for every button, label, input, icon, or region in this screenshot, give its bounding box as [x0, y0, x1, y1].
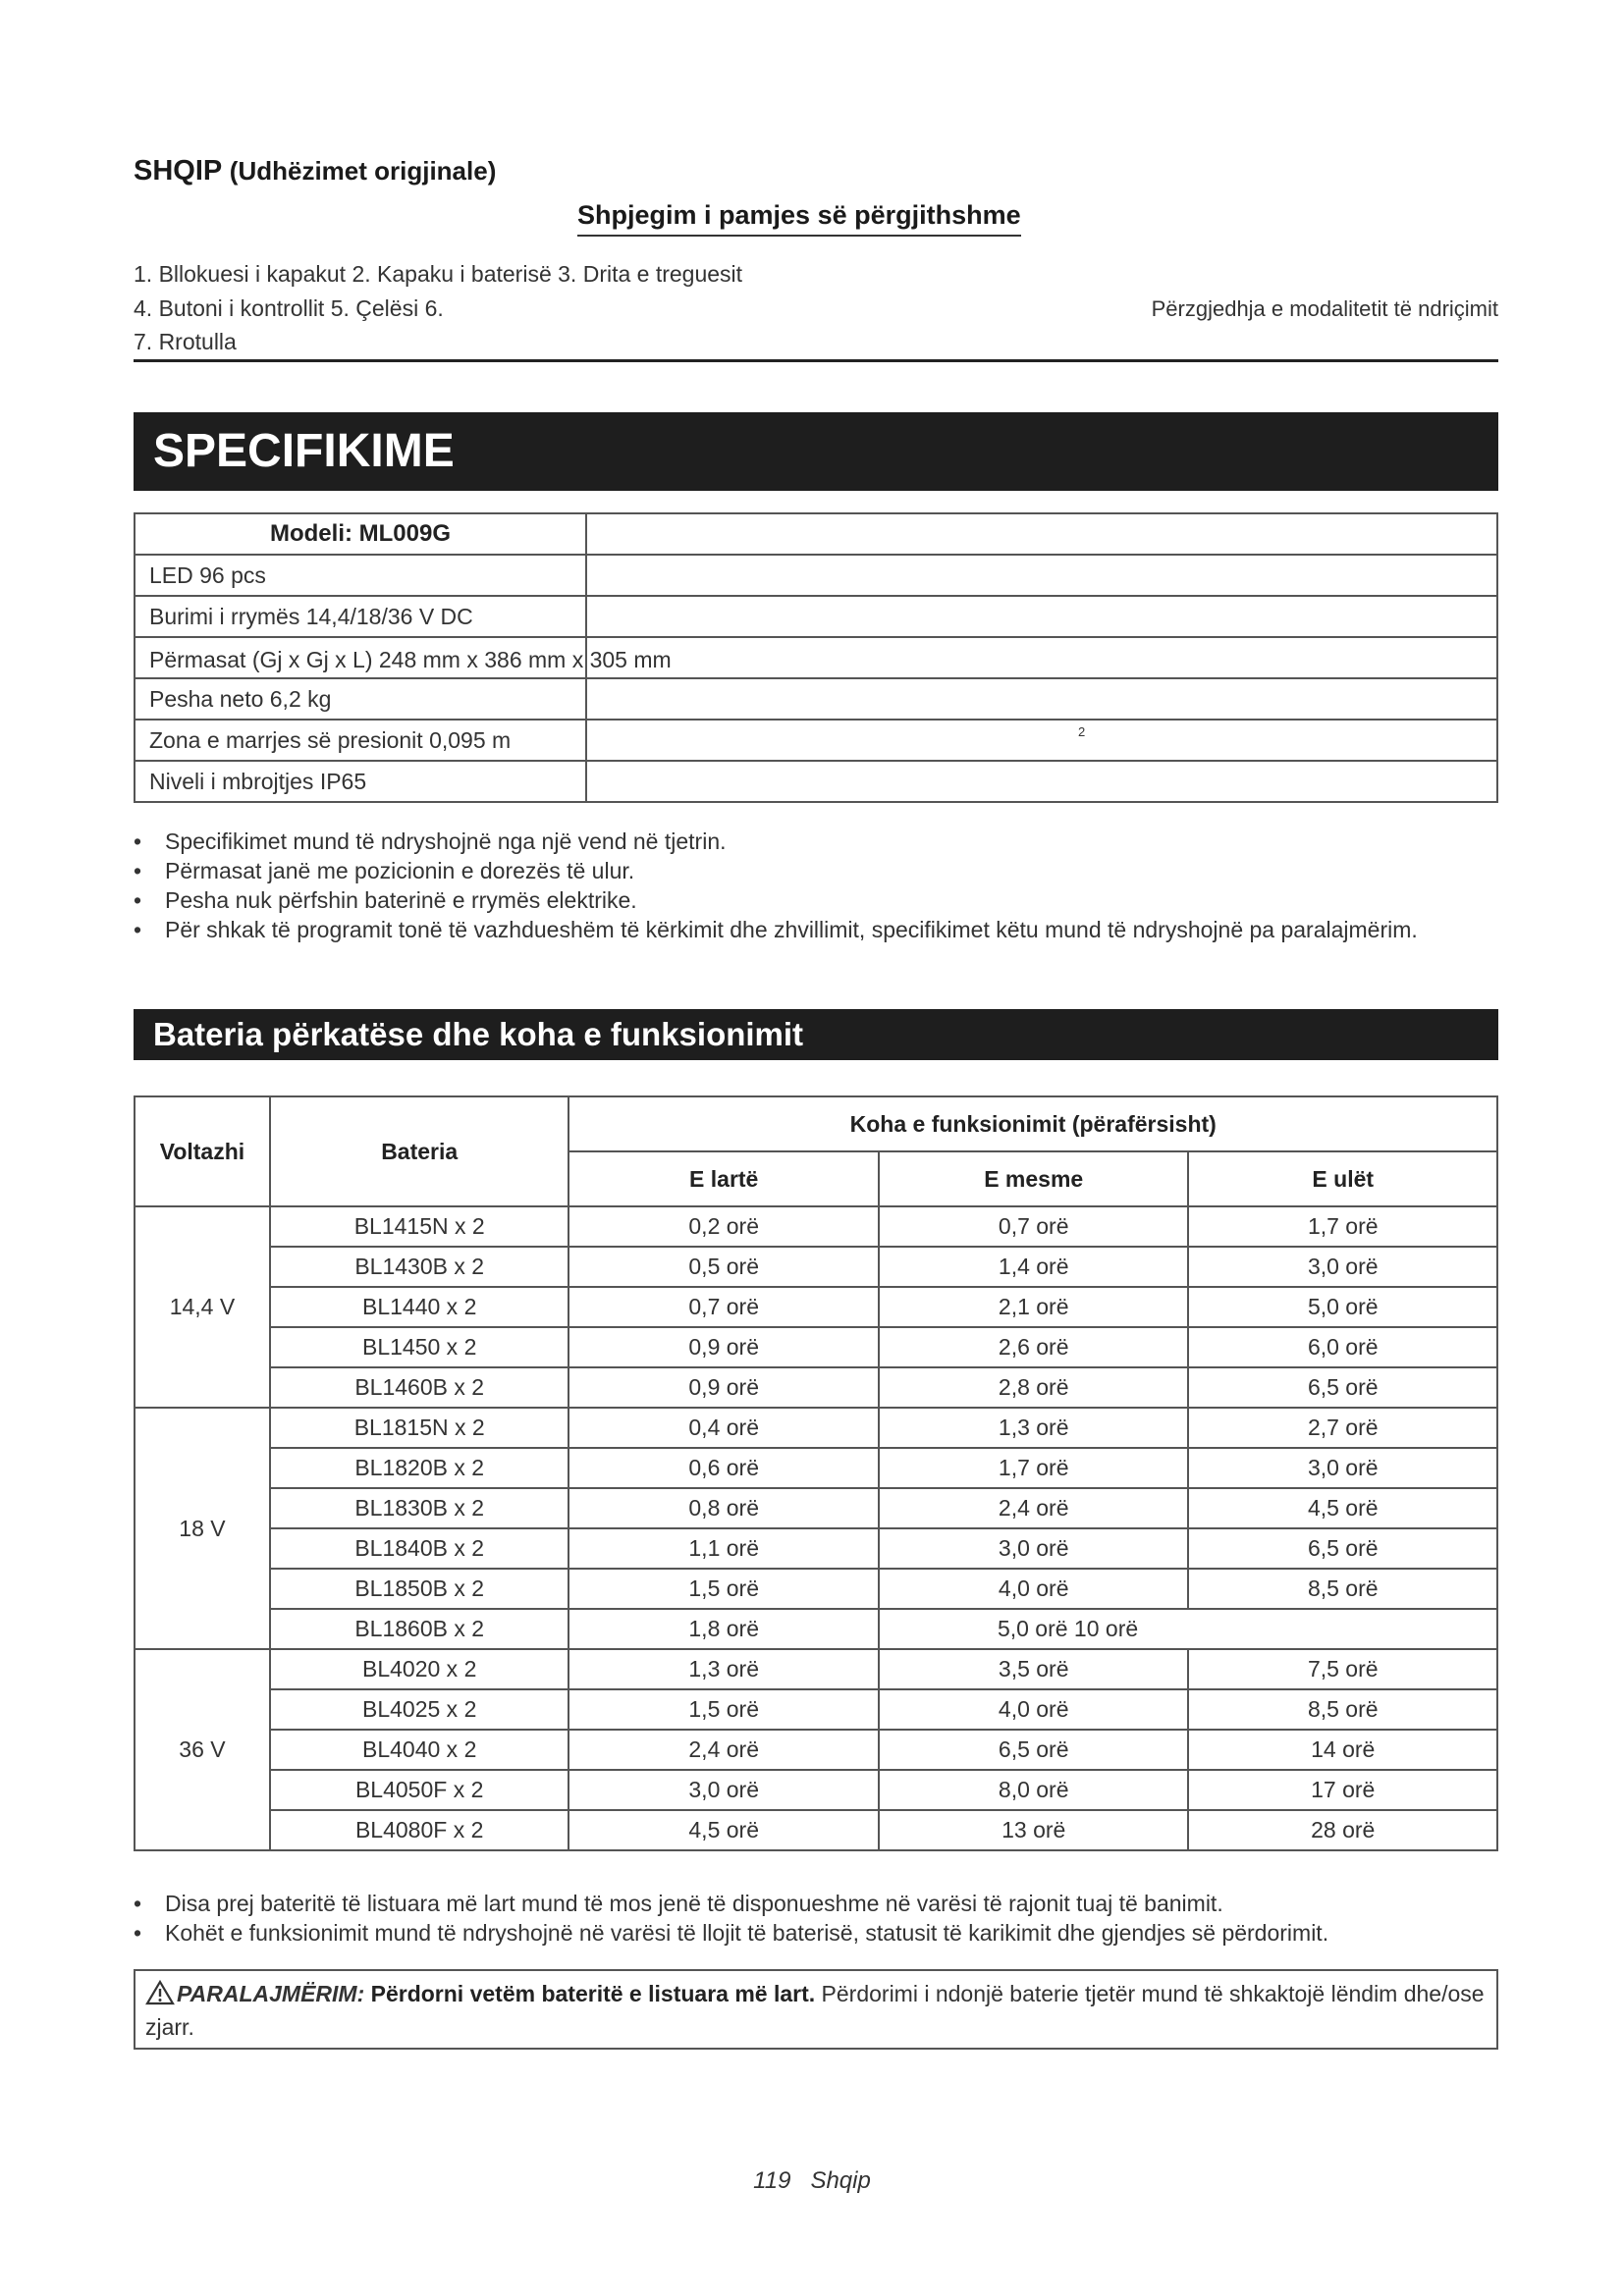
warning-box: [134, 1969, 1498, 2050]
medium-cell: 2,4 orë: [879, 1488, 1189, 1528]
voltage-cell: 36 V: [135, 1649, 270, 1850]
header-voltage: Voltazhi: [135, 1096, 270, 1206]
high-cell: 1,5 orë: [568, 1689, 878, 1730]
battery-cell: BL1820B x 2: [270, 1448, 569, 1488]
low-cell: 6,5 orë: [1188, 1367, 1497, 1408]
low-cell: 2,7 orë: [1188, 1408, 1497, 1448]
spec-row: [135, 761, 1497, 802]
spec-cell-empty: [586, 596, 1497, 637]
battery-cell: BL1430B x 2: [270, 1247, 569, 1287]
spec-cell-empty: [586, 513, 1497, 555]
battery-table: [134, 1095, 1498, 1851]
battery-cell: BL1440 x 2: [270, 1287, 569, 1327]
high-cell: 1,1 orë: [568, 1528, 878, 1569]
battery-note: • Kohët e funksionimit mund të ndryshojnë në varësi të llojit të baterisë, statusit të karikimit dhe gjendjes së përdorimit.: [134, 1918, 1498, 1948]
warning-label: PARALAJMËRIM:: [177, 1981, 365, 2006]
spec-protection: Niveli i mbrojtjes IP65: [135, 761, 586, 802]
medium-cell: 13 orë: [879, 1810, 1189, 1850]
battery-notes: [134, 1889, 1498, 1948]
header-battery: Bateria: [270, 1096, 569, 1206]
table-row: [135, 1247, 1497, 1287]
medium-cell: 0,7 orë: [879, 1206, 1189, 1247]
voltage-cell: 14,4 V: [135, 1206, 270, 1408]
medium-cell: 3,0 orë: [879, 1528, 1189, 1569]
table-row: [135, 1206, 1497, 1247]
table-row: [135, 1770, 1497, 1810]
spec-row: [135, 678, 1497, 720]
spec-section-title: SPECIFIKIME: [134, 412, 1498, 491]
low-cell: 14 orë: [1188, 1730, 1497, 1770]
legend-line-1: 1. Bllokuesi i kapakut 2. Kapaku i baterisë 3. Drita e treguesit: [134, 261, 743, 287]
high-cell: 3,0 orë: [568, 1770, 878, 1810]
high-cell: 0,9 orë: [568, 1367, 878, 1408]
table-row: [135, 1730, 1497, 1770]
medium-cell: 1,7 orë: [879, 1448, 1189, 1488]
table-row: [135, 1488, 1497, 1528]
spec-dimensions: [135, 637, 672, 678]
battery-cell: BL1450 x 2: [270, 1327, 569, 1367]
spec-note: • Për shkak të programit tonë të vazhdueshëm të kërkimit dhe zhvillimit, specifikimet këtu mund të ndryshojnë pa paralajmërim.: [134, 915, 1498, 944]
table-row: [135, 1689, 1497, 1730]
table-row: [135, 1408, 1497, 1448]
spec-led: LED 96 pcs: [135, 555, 586, 596]
table-row: [135, 1448, 1497, 1488]
medium-cell: 1,3 orë: [879, 1408, 1189, 1448]
medium-cell: 4,0 orë: [879, 1689, 1189, 1730]
medium-cell: 1,4 orë: [879, 1247, 1189, 1287]
legend-line-2: 4. Butoni i kontrollit 5. Çelësi 6.: [134, 295, 444, 321]
table-row: [135, 1528, 1497, 1569]
battery-cell: BL1815N x 2: [270, 1408, 569, 1448]
table-row: [135, 1287, 1497, 1327]
low-cell: 6,5 orë: [1188, 1528, 1497, 1569]
spec-pressure-area: Zona e marrjes së presionit 0,095 m: [135, 720, 586, 761]
section-subtitle: Shpjegim i pamjes së përgjithshme: [577, 200, 1021, 237]
table-row: [135, 1569, 1497, 1609]
low-cell: 4,5 orë: [1188, 1488, 1497, 1528]
table-row: [135, 1810, 1497, 1850]
language-title: [134, 155, 496, 187]
spec-cell-empty: [586, 761, 1497, 802]
spec-cell-empty: [586, 637, 1497, 678]
low-cell: 6,0 orë: [1188, 1327, 1497, 1367]
medium-cell: 2,1 orë: [879, 1287, 1189, 1327]
medium-cell: 2,6 orë: [879, 1327, 1189, 1367]
spec-dimensions-text: Përmasat (Gj x Gj x L) 248 mm x 386 mm x 305 mm: [149, 647, 672, 672]
table-row: [135, 1367, 1497, 1408]
table-header-row: [135, 1096, 1497, 1151]
table-row: [135, 1327, 1497, 1367]
table-row: [135, 1649, 1497, 1689]
spec-table: [134, 512, 1498, 803]
header-low: E ulët: [1188, 1151, 1497, 1206]
battery-cell: BL4050F x 2: [270, 1770, 569, 1810]
legend-line-2-right: Përzgjedhja e modalitetit të ndriçimit: [1151, 296, 1498, 321]
spec-row: [135, 596, 1497, 637]
language-name: SHQIP: [134, 155, 222, 187]
low-cell: 7,5 orë: [1188, 1649, 1497, 1689]
battery-cell: BL1860B x 2: [270, 1609, 569, 1649]
medium-cell: 3,5 orë: [879, 1649, 1189, 1689]
battery-cell: BL1830B x 2: [270, 1488, 569, 1528]
battery-cell: BL1840B x 2: [270, 1528, 569, 1569]
high-cell: 1,8 orë: [568, 1609, 878, 1649]
low-cell: 5,0 orë: [1188, 1287, 1497, 1327]
high-cell: 1,3 orë: [568, 1649, 878, 1689]
spec-weight: Pesha neto 6,2 kg: [135, 678, 586, 720]
footer-language: Shqip: [810, 2167, 871, 2194]
page-footer: [0, 2167, 1624, 2195]
voltage-cell: 18 V: [135, 1408, 270, 1649]
low-cell: 8,5 orë: [1188, 1689, 1497, 1730]
spec-notes: [134, 827, 1498, 944]
spec-row: [135, 720, 1497, 761]
battery-cell: BL1460B x 2: [270, 1367, 569, 1408]
language-subtitle: (Udhëzimet origjinale): [229, 156, 497, 186]
spec-row: [135, 513, 1497, 555]
low-cell: 28 orë: [1188, 1810, 1497, 1850]
high-cell: 1,5 orë: [568, 1569, 878, 1609]
battery-cell: BL1415N x 2: [270, 1206, 569, 1247]
low-cell: 8,5 orë: [1188, 1569, 1497, 1609]
low-cell: 3,0 orë: [1188, 1247, 1497, 1287]
spec-row: [135, 555, 1497, 596]
spec-note: • Specifikimet mund të ndryshojnë nga një vend në tjetrin.: [134, 827, 1498, 856]
low-cell: 3,0 orë: [1188, 1448, 1497, 1488]
legend-line-3: 7. Rrotulla: [134, 329, 237, 354]
high-cell: 0,2 orë: [568, 1206, 878, 1247]
low-cell: 17 orë: [1188, 1770, 1497, 1810]
battery-cell: BL4020 x 2: [270, 1649, 569, 1689]
high-cell: 0,6 orë: [568, 1448, 878, 1488]
high-cell: 0,9 orë: [568, 1327, 878, 1367]
header-medium: E mesme: [879, 1151, 1189, 1206]
high-cell: 2,4 orë: [568, 1730, 878, 1770]
medium-cell: 4,0 orë: [879, 1569, 1189, 1609]
medium-cell: 6,5 orë: [879, 1730, 1189, 1770]
battery-cell: BL4025 x 2: [270, 1689, 569, 1730]
spec-row: [135, 637, 1497, 678]
medium-cell: 8,0 orë: [879, 1770, 1189, 1810]
spec-power-source: Burimi i rrymës 14,4/18/36 V DC: [135, 596, 586, 637]
battery-cell: BL1850B x 2: [270, 1569, 569, 1609]
header-high: E lartë: [568, 1151, 878, 1206]
battery-cell: BL4080F x 2: [270, 1810, 569, 1850]
high-cell: 0,8 orë: [568, 1488, 878, 1528]
battery-cell: BL4040 x 2: [270, 1730, 569, 1770]
warning-icon: [145, 1980, 175, 2012]
spec-cell-superscript: [586, 720, 1497, 761]
warning-text: Përdorimi i ndonjë baterie tjetër mund të shkaktojë lëndim dhe/ose zjarr.: [145, 1981, 1485, 2040]
spec-model: Modeli: ML009G: [135, 513, 586, 555]
spec-note: • Përmasat janë me pozicionin e dorezës të ulur.: [134, 856, 1498, 885]
spec-note: • Pesha nuk përfshin baterinë e rrymës elektrike.: [134, 885, 1498, 915]
divider: [134, 359, 1498, 362]
high-cell: 0,4 orë: [568, 1408, 878, 1448]
battery-section-title: Bateria përkatëse dhe koha e funksionimit: [134, 1009, 1498, 1060]
spec-superscript: 2: [1078, 724, 1086, 739]
low-cell: 1,7 orë: [1188, 1206, 1497, 1247]
spec-cell-empty: [586, 555, 1497, 596]
warning-bold-text: Përdorni vetëm bateritë e listuara më lart.: [370, 1981, 816, 2006]
high-cell: 0,5 orë: [568, 1247, 878, 1287]
spec-cell-empty: [586, 678, 1497, 720]
medium-cell: 5,0 orë 10 orë: [879, 1609, 1497, 1649]
medium-cell: 2,8 orë: [879, 1367, 1189, 1408]
battery-note: • Disa prej bateritë të listuara më lart mund të mos jenë të disponueshme në varësi të rajonit tuaj të banimit.: [134, 1889, 1498, 1918]
high-cell: 0,7 orë: [568, 1287, 878, 1327]
high-cell: 4,5 orë: [568, 1810, 878, 1850]
header-runtime: Koha e funksionimit (përafërsisht): [568, 1096, 1497, 1151]
page-number: 119: [753, 2167, 791, 2194]
table-row: [135, 1609, 1497, 1649]
